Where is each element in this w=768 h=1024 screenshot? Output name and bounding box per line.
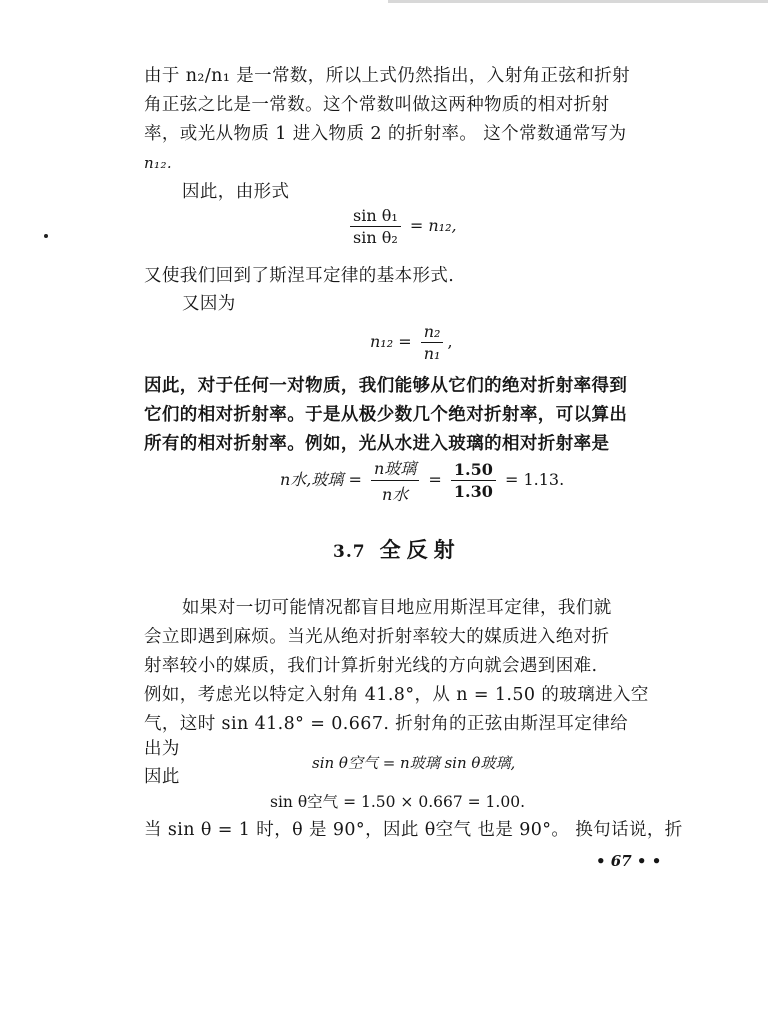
paragraph-line: 例如，考虑光以特定入射角 41.8°，从 n = 1.50 的玻璃进入空 (144, 685, 649, 705)
paragraph-line: n₁₂. (144, 154, 173, 172)
numerator: 1.50 (451, 460, 496, 481)
paragraph-line: 气，这时 sin 41.8° = 0.667. 折射角的正弦由斯涅耳定律给 (144, 714, 629, 734)
denominator: sin θ₂ (353, 228, 398, 247)
equation-snell: sin θ空气 = n玻璃 sin θ玻璃, (312, 754, 516, 772)
denominator: n水 (381, 485, 409, 504)
paragraph-line: 角正弦之比是一常数。这个常数叫做这两种物质的相对折射 (144, 95, 610, 115)
numerator: n₂ (421, 322, 444, 343)
numerator: n玻璃 (371, 456, 419, 481)
fraction (421, 322, 444, 363)
equation-relative-index (346, 206, 457, 247)
paragraph-line: 由于 n₂/n₁ 是一常数，所以上式仍然指出，入射角正弦和折射 (144, 66, 630, 86)
page-number: • 67 • • (596, 852, 662, 870)
numerator: sin θ₁ (350, 206, 401, 227)
fraction (451, 460, 496, 501)
scan-edge-line (388, 0, 768, 3)
denominator: n₁ (423, 344, 441, 363)
paragraph-line: 又使我们回到了斯涅耳定律的基本形式. (144, 266, 455, 286)
fraction (350, 206, 401, 247)
equation-water-glass (280, 456, 564, 505)
paragraph-line: 所有的相对折射率。例如，光从水进入玻璃的相对折射率是 (144, 434, 610, 454)
fraction (371, 456, 419, 505)
paragraph-line: 率，或光从物质 1 进入物质 2 的折射率。 这个常数通常写为 (144, 124, 627, 144)
section-number: 3.7 (333, 542, 366, 562)
equation-rhs: = 1.13. (504, 470, 565, 489)
paragraph-line: 如果对一切可能情况都盲目地应用斯涅耳定律，我们就 (182, 598, 612, 618)
section-heading (333, 534, 461, 564)
paragraph-line: 出为 (144, 739, 180, 759)
equals-sign: = (428, 470, 442, 489)
paragraph-line: 会立即遇到麻烦。当光从绝对折射率较大的媒质进入绝对折 (144, 627, 610, 647)
equation-tail: , (447, 332, 453, 351)
equation-index-ratio (370, 322, 453, 363)
paragraph-line: 又因为 (182, 294, 236, 314)
equation-rhs: = n₁₂, (409, 216, 457, 235)
paragraph-line: 当 sin θ = 1 时，θ 是 90°，因此 θ空气 也是 90°。 换句话说，折 (144, 820, 683, 840)
paragraph-line: 它们的相对折射率。于是从极少数几个绝对折射率，可以算出 (144, 405, 628, 425)
denominator: 1.30 (453, 482, 493, 501)
paragraph-line: 射率较小的媒质，我们计算折射光线的方向就会遇到困难. (144, 656, 598, 676)
equation-lhs: n₁₂ = (370, 332, 412, 351)
paragraph-line: 因此，由形式 (182, 182, 290, 202)
equation-sine-air: sin θ空气 = 1.50 × 0.667 = 1.00. (270, 793, 526, 811)
paragraph-line: 因此 (144, 767, 180, 787)
scan-speck (44, 234, 48, 238)
section-title: 全反射 (379, 537, 461, 562)
equation-lhs: n水,玻璃 = (280, 470, 362, 489)
paragraph-line: 因此，对于任何一对物质，我们能够从它们的绝对折射率得到 (144, 376, 628, 396)
